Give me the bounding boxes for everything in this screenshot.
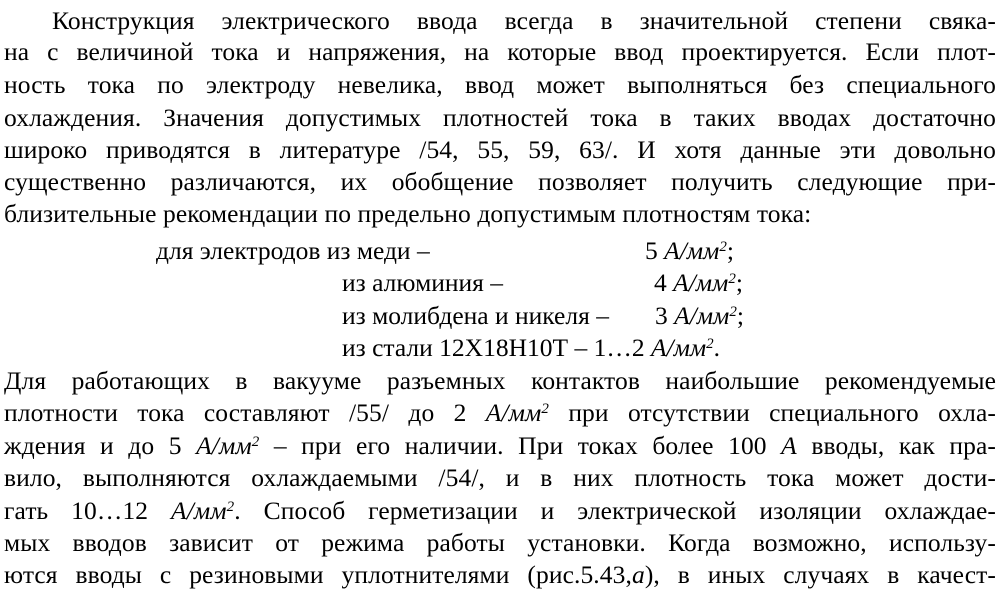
paragraph1-line-7: близительные рекомендации по предельно допустимым плотностям тока: — [4, 199, 812, 228]
paragraph2-line-6: мых вводов зависит от режима работы установки. Когда возможно, использу- — [4, 528, 996, 557]
rec-steel — [342, 333, 720, 363]
p2-l3-power: 2 — [251, 433, 260, 450]
p2-l2-text-b: при отсутствии специального охла- — [568, 398, 996, 427]
rec-copper-value — [645, 236, 734, 266]
rec-steel-unit: А/мм — [650, 333, 707, 362]
paragraph1-line-1: Конструкция электрического ввода всегда в значительной степени свяка- — [52, 6, 996, 35]
rec-molybdenum-value — [655, 301, 744, 331]
rec-copper-number: 5 — [645, 236, 658, 265]
p2-l5-unit: А/мм — [171, 496, 227, 525]
paragraph2-line-4: вило, выполняются охлаждаемыми /54/, и в них плотность тока может дости- — [4, 463, 996, 492]
p2-l2-text-a: плотности тока составляют /55/ до 2 — [4, 398, 467, 427]
p2-l2-power: 2 — [541, 400, 549, 417]
p2-l3-unit: А/мм — [196, 431, 252, 460]
rec-steel-power: 2 — [706, 335, 714, 352]
rec-aluminium-end: ; — [735, 268, 743, 297]
rec-steel-end: . — [713, 333, 721, 362]
p2-l3-text-a: ждения и до 5 — [4, 431, 182, 460]
rec-copper-material: для электродов из меди – — [156, 236, 430, 265]
paragraph2-line-1: Для работающих в вакууме разъемных контактов наибольшие рекомендуемые — [4, 366, 996, 395]
paragraph2-line-3 — [4, 431, 996, 461]
rec-molybdenum-power: 2 — [729, 303, 737, 320]
rec-aluminium-number: 4 — [654, 268, 667, 297]
p2-l7-italic-a: а — [631, 560, 645, 589]
rec-molybdenum-material: из молибдена и никеля – — [342, 301, 609, 330]
paragraph1-line-5: широко приводятся в литературе /54, 55, 59, 63/. И хотя данные эти довольно — [4, 135, 996, 164]
paragraph1-line-3: ность тока по электроду невелика, ввод может выполняться без специального — [4, 70, 996, 99]
rec-copper-power: 2 — [719, 238, 727, 255]
p2-l5-power: 2 — [226, 498, 235, 515]
p2-l5-text-a: гать 10…12 — [4, 496, 149, 525]
p2-l5-text-b: . Способ герметизации и электрической изоляции охлаждае- — [234, 496, 997, 525]
rec-copper-unit: А/мм — [664, 236, 720, 265]
rec-copper-end: ; — [726, 236, 734, 265]
rec-steel-material: из стали 12Х18Н10Т – 1…2 — [342, 333, 645, 362]
rec-aluminium-value — [654, 268, 743, 298]
paragraph2-line-2 — [4, 398, 996, 428]
p2-l2-unit: А/мм — [485, 398, 542, 427]
rec-molybdenum-number: 3 — [655, 301, 668, 330]
p2-l7-text-a: ются вводы с резиновыми уплотнителями (рис.5.43, — [4, 560, 632, 589]
rec-molybdenum-unit: А/мм — [674, 301, 730, 330]
rec-aluminium-material: из алюминия – — [342, 268, 504, 297]
rec-aluminium-power: 2 — [728, 270, 736, 287]
paragraph2-line-7 — [4, 560, 996, 590]
paragraph1-line-6: существенно различаются, их обобщение позволяет получить следующие при- — [4, 167, 996, 196]
paragraph2-line-5 — [4, 496, 996, 526]
p2-l7-text-b: ), в иных случаях в качест- — [644, 560, 996, 589]
p2-l3-text-c: вводы, как пра- — [811, 431, 997, 460]
p2-l3-text-b: – при его наличии. При токах более 100 — [273, 431, 767, 460]
paragraph1-line-4: охлаждения. Значения допустимых плотностей тока в таких вводах достаточно — [4, 103, 996, 132]
rec-aluminium-unit: А/мм — [673, 268, 729, 297]
paragraph1-line-2: на с величиной тока и напряжения, на которые ввод проектируется. Если плот- — [4, 37, 996, 66]
rec-molybdenum-end: ; — [736, 301, 744, 330]
p2-l3-unit-ampere: А — [781, 431, 797, 460]
